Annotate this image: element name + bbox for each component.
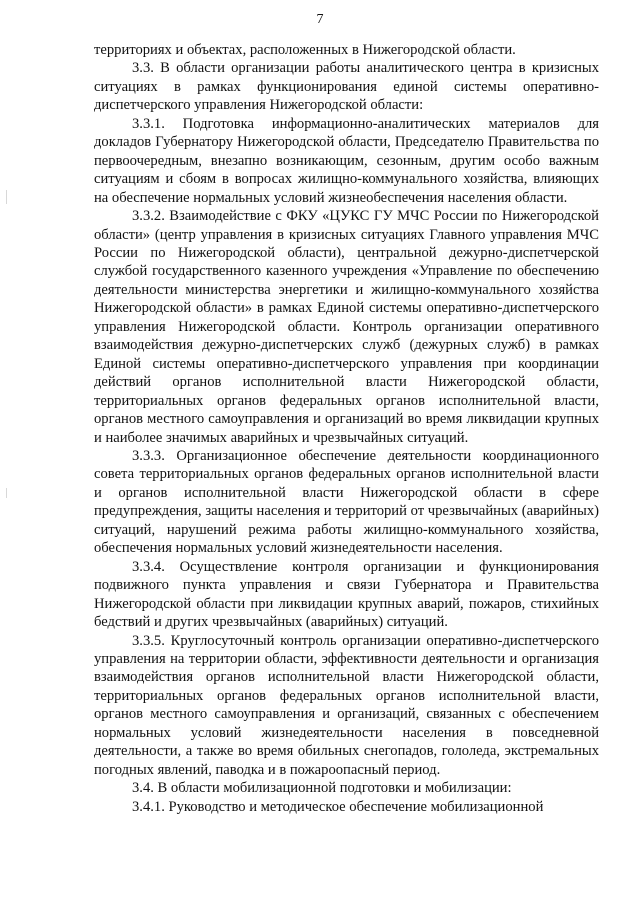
- document-body: [94, 41, 599, 816]
- paragraph-3-3-2: 3.3.2. Взаимодействие с ФКУ «ЦУКС ГУ МЧС России по Нижегородской области» (центр управления в кризисных ситуациях Главного управления МЧС России по Нижегородской области), центральной дежурно-диспетчерской службой государственного казенного учреждения «Управление по обеспечению деятельности министерства энергетики и жилищно-коммунального хозяйства Нижегородской области» в рамках Единой системы оперативно-диспетчерского управления Нижегородской области. Контроль организации оперативного взаимодействия дежурно-диспетчерских служб (дежурных служб) в рамках Единой системы оперативно-диспетчерского управления при координации действий органов исполнительной власти Нижегородской области, территориальных органов федеральных органов исполнительной власти, органов местного самоуправления и организаций во время ликвидации крупных и наиболее значимых аварийных и чрезвычайных ситуаций.: [94, 208, 599, 446]
- paragraph-continuation: территориях и объектах, расположенных в Нижегородской области.: [94, 42, 516, 58]
- paragraph-3-4: 3.4. В области мобилизационной подготовки и мобилизации:: [132, 780, 512, 797]
- paragraph-3-3-3: 3.3.3. Организационное обеспечение деятельности координационного совета территориальных органов федеральных органов исполнительной власти и органов исполнительной власти Нижегородской области в сфере предупреждения, защиты населения и территорий от чрезвычайных (аварийных) ситуаций, нарушений режима работы жилищно-коммунального хозяйства, обеспечения нормальных условий жизнедеятельности населения.: [94, 447, 599, 557]
- paragraph-3-3-5: 3.3.5. Круглосуточный контроль организации оперативно-диспетчерского управления на территории области, эффективности деятельности и организация взаимодействия органов исполнительной власти Нижегородской области, территориальных органов федеральных органов исполнительной власти, органов местного самоуправления и организаций, связанных с обеспечением нормальных условий жизнедеятельности населения в повседневной деятельности, а также во время обильных снегопадов, гололеда, экстремальных погодных явлений, паводка и в пожароопасный период.: [94, 632, 599, 778]
- paragraph-3-3-1: 3.3.1. Подготовка информационно-аналитических материалов для докладов Губернатору Нижегородской области, Председателю Правительства по первоочередным, внезапно возникающим, сезонным, другим особо важным ситуациям и сбоям в вопросах жилищно-коммунального хозяйства, влияющих на обеспечение нормальных условий жизнеобеспечения населения области.: [94, 115, 599, 206]
- paragraph-3-3-4: 3.3.4. Осуществление контроля организации и функционирования подвижного пункта управления и связи Губернатора и Правительства Нижегородской области при ликвидации крупных аварий, пожаров, стихийных бедствий и других чрезвычайных (аварийных) ситуаций.: [94, 558, 599, 631]
- paragraph-3-4-1: 3.4.1. Руководство и методическое обеспечение мобилизационной: [132, 798, 544, 815]
- margin-scan-mark: [6, 190, 7, 204]
- margin-scan-mark: [6, 488, 7, 498]
- paragraph-3-3: 3.3. В области организации работы аналитического центра в кризисных ситуациях в рамках функционирования единой системы оперативно-диспетчерского управления Нижегородской области:: [94, 60, 599, 114]
- page-number: 7: [316, 12, 324, 27]
